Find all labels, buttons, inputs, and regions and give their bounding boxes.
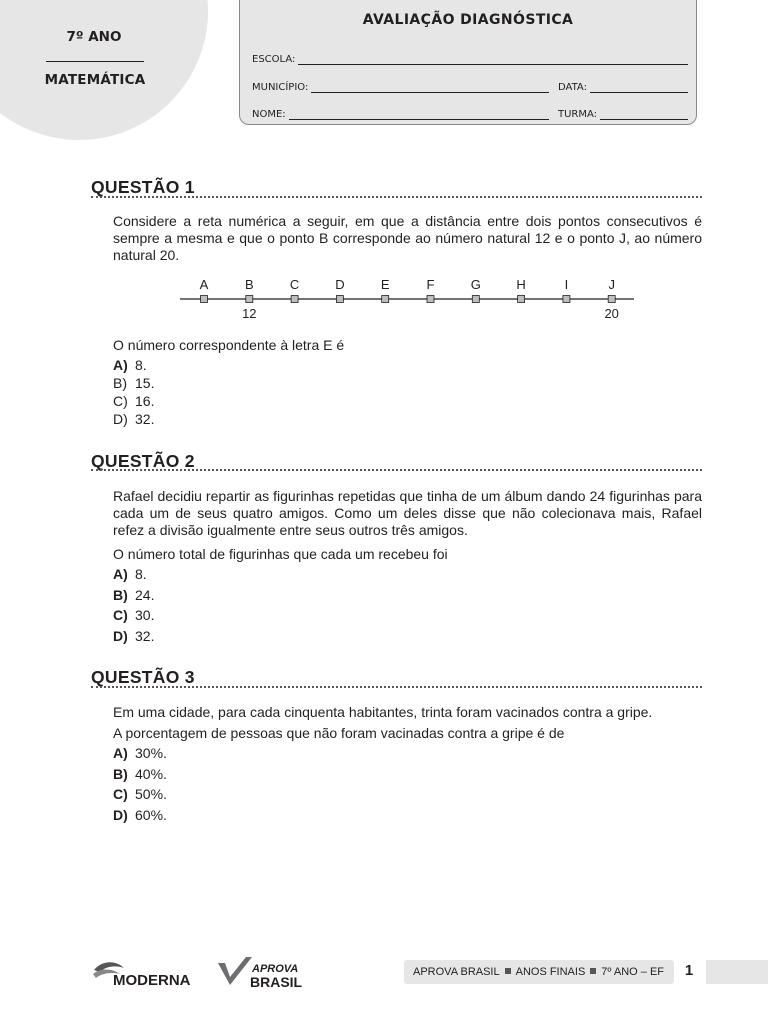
number-line-letter-e: E <box>380 277 390 292</box>
municipality-field[interactable] <box>252 79 549 93</box>
option-letter: D) <box>113 807 128 823</box>
question-2-divider <box>91 469 702 471</box>
option-text: 32. <box>135 411 155 427</box>
option-letter: C) <box>113 393 128 409</box>
option-letter: A) <box>113 745 128 761</box>
name-field[interactable] <box>252 106 549 120</box>
aprova-logo-line2: BRASIL <box>250 974 303 990</box>
question-1-option-b[interactable] <box>113 375 154 392</box>
question-1-text: Considere a reta numérica a seguir, em que a distância entre dois pontos consecutivos é sempre a mesma e que o ponto B corresponde ao número natural 12 e o ponto J, ao número natural 20. <box>113 213 702 263</box>
footer-breadcrumb-item: ANOS FINAIS <box>515 966 586 978</box>
moderna-logo-text: MODERNA <box>113 972 191 989</box>
option-letter: D) <box>113 411 128 427</box>
question-1-title: QUESTÃO 1 <box>91 177 195 197</box>
option-letter: A) <box>113 357 128 373</box>
name-field-line[interactable] <box>289 109 549 120</box>
footer-breadcrumb-item: 7º ANO – EF <box>601 966 665 978</box>
option-text: 32. <box>135 628 155 644</box>
grade-label: 7º ANO <box>66 29 122 45</box>
number-line-point-a <box>201 296 208 303</box>
number-line-point-c <box>291 296 298 303</box>
question-2-option-c[interactable] <box>113 607 154 624</box>
question-2-option-d[interactable] <box>113 628 154 645</box>
question-2-option-b[interactable] <box>113 587 154 604</box>
class-field-line[interactable] <box>600 109 688 120</box>
number-line-point-d <box>336 296 343 303</box>
question-3-prompt: A porcentagem de pessoas que não foram vacinadas contra a gripe é de <box>113 725 565 741</box>
question-3-divider <box>91 686 702 688</box>
number-line-value-b: 12 <box>242 306 257 321</box>
question-3-option-b[interactable] <box>113 766 167 783</box>
school-field-line[interactable] <box>298 54 688 65</box>
number-line-letter-f: F <box>426 277 435 292</box>
aprova-brasil-logo <box>216 955 306 991</box>
header-circle-decoration <box>0 0 208 140</box>
question-3-title: QUESTÃO 3 <box>91 667 195 687</box>
option-letter: B) <box>113 766 128 782</box>
option-text: 40%. <box>135 766 167 782</box>
number-line-point-g <box>472 296 479 303</box>
subject-label: MATEMÁTICA <box>44 72 146 88</box>
number-line <box>180 276 634 324</box>
name-field-label: NOME: <box>252 109 286 120</box>
aprova-logo-line1: APROVA <box>252 963 299 975</box>
number-line-letter-c: C <box>289 277 300 292</box>
number-line-letter-d: D <box>335 277 345 292</box>
number-line-point-e <box>382 296 389 303</box>
question-3-option-a[interactable] <box>113 745 167 762</box>
option-text: 8. <box>135 566 147 582</box>
option-text: 50%. <box>135 786 167 802</box>
question-2-prompt: O número total de figurinhas que cada um recebeu foi <box>113 546 448 562</box>
question-3-text: Em uma cidade, para cada cinquenta habitantes, trinta foram vacinados contra a gripe. <box>113 704 653 720</box>
aprova-logo-checkmark <box>218 957 252 985</box>
number-line-letter-h: H <box>516 277 526 292</box>
square-bullet-icon <box>590 968 596 974</box>
question-1-option-c[interactable] <box>113 393 154 410</box>
footer-breadcrumb-item: APROVA BRASIL <box>413 966 500 978</box>
question-1-option-a[interactable] <box>113 357 147 374</box>
square-bullet-icon <box>505 968 511 974</box>
option-text: 8. <box>135 357 147 373</box>
class-field-label: TURMA: <box>558 109 598 120</box>
municipality-field-line[interactable] <box>311 82 549 93</box>
date-field-line[interactable] <box>590 82 688 93</box>
option-letter: C) <box>113 786 128 802</box>
number-line-point-f <box>427 296 434 303</box>
number-line-letter-b: B <box>244 277 254 292</box>
assessment-title: AVALIAÇÃO DIAGNÓSTICA <box>362 12 574 28</box>
class-field[interactable] <box>558 106 688 120</box>
date-field[interactable] <box>558 79 688 93</box>
option-letter: B) <box>113 375 127 391</box>
question-2-title: QUESTÃO 2 <box>91 451 195 471</box>
option-text: 60%. <box>135 807 167 823</box>
number-line-point-j <box>608 296 615 303</box>
number-line-letter-g: G <box>470 277 481 292</box>
option-text: 30. <box>135 607 155 623</box>
date-field-label: DATA: <box>558 82 587 93</box>
page-number: 1 <box>684 962 694 979</box>
question-1-option-d[interactable] <box>113 411 154 428</box>
question-3-option-d[interactable] <box>113 807 167 824</box>
number-line-value-j: 20 <box>604 306 619 321</box>
option-text: 24. <box>135 587 155 603</box>
question-1-divider <box>91 196 702 198</box>
option-text: 15. <box>135 375 155 391</box>
moderna-logo <box>92 958 200 990</box>
number-line-letter-a: A <box>199 277 209 292</box>
school-field[interactable] <box>252 51 688 65</box>
option-letter: A) <box>113 566 128 582</box>
question-3-option-c[interactable] <box>113 786 167 803</box>
option-letter: B) <box>113 587 128 603</box>
question-1-prompt: O número correspondente à letra E é <box>113 337 345 353</box>
option-letter: D) <box>113 628 128 644</box>
number-line-letter-j: J <box>608 277 615 292</box>
number-line-point-i <box>563 296 570 303</box>
number-line-point-b <box>246 296 253 303</box>
header-divider <box>46 61 144 62</box>
number-line-point-h <box>518 296 525 303</box>
municipality-field-label: MUNICÍPIO: <box>252 82 309 93</box>
footer-breadcrumb <box>404 960 674 984</box>
option-text: 16. <box>135 393 155 409</box>
option-letter: C) <box>113 607 128 623</box>
footer-tab-decoration <box>706 960 768 984</box>
question-2-option-a[interactable] <box>113 566 147 583</box>
question-2-text: Rafael decidiu repartir as figurinhas repetidas que tinha de um álbum dando 24 figurinhas para cada um de seus quatro amigos. Como um deles disse que não colecionava mais, Rafael refez a divisão igualmente entre seus outros três amigos. <box>113 488 702 538</box>
option-text: 30%. <box>135 745 167 761</box>
number-line-letter-i: I <box>564 277 569 292</box>
school-field-label: ESCOLA: <box>252 54 296 65</box>
